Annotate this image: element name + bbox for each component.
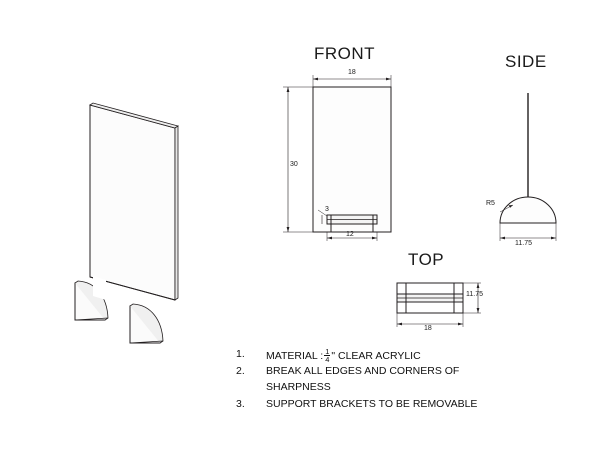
note-2-text: BREAK ALL EDGES AND CORNERS OF <box>266 365 460 377</box>
side-view <box>500 93 556 241</box>
front-dim-bracket-width-text: 12 <box>346 231 354 238</box>
note-2-text-line2: SHARPNESS <box>266 381 331 393</box>
note-1-number: 1. <box>236 348 245 360</box>
front-dim-width-arrow-left <box>313 78 318 81</box>
note-1-text <box>266 348 421 365</box>
side-dim-base-arrow-right <box>551 237 556 240</box>
front-dim-width-text: 18 <box>348 69 356 76</box>
front-dim-height-text: 30 <box>290 161 298 168</box>
note-1-fraction <box>324 348 330 365</box>
top-view-title: TOP <box>408 250 445 269</box>
side-dim-radius-text: R5 <box>486 200 495 207</box>
front-dim-height-arrow-top <box>287 87 290 92</box>
top-dim-width-arrow-right <box>458 323 463 326</box>
iso-panel-thickness-right <box>175 126 178 300</box>
front-view <box>283 75 391 241</box>
iso-panel-highlight <box>93 276 106 300</box>
front-dim-bracket-width-arrow-right <box>372 237 377 240</box>
front-dim-width-arrow-right <box>386 78 391 81</box>
note-3-number: 3. <box>236 398 245 410</box>
top-dim-depth-arrow-bottom <box>477 308 480 313</box>
note-1-pre: MATERIAL : <box>266 350 324 363</box>
front-dim-bracket-width-arrow-left <box>327 237 332 240</box>
top-dim-depth-arrow-top <box>477 283 480 288</box>
note-1-fraction-numerator: 1 <box>325 346 330 356</box>
isometric-view <box>75 103 178 343</box>
note-1-fraction-denominator: 4 <box>325 355 330 365</box>
note-2-number: 2. <box>236 365 245 377</box>
side-dim-base-width-text: 11.75 <box>515 240 532 247</box>
top-view <box>397 283 481 327</box>
side-view-title: SIDE <box>505 52 547 71</box>
front-view-title: FRONT <box>314 44 376 63</box>
top-dim-width-arrow-left <box>397 323 402 326</box>
front-dim-bracket-height-text: 3 <box>325 206 329 213</box>
note-1-post: " CLEAR ACRYLIC <box>331 350 421 363</box>
note-3-text: SUPPORT BRACKETS TO BE REMOVABLE <box>266 398 478 410</box>
front-dim-height-arrow-bottom <box>287 227 290 232</box>
side-dim-base-arrow-left <box>500 237 505 240</box>
top-dim-depth-text: 11.75 <box>466 291 483 298</box>
iso-panel-face <box>90 105 175 300</box>
top-dim-width-text: 18 <box>424 325 432 332</box>
side-base-halfround <box>500 197 556 223</box>
